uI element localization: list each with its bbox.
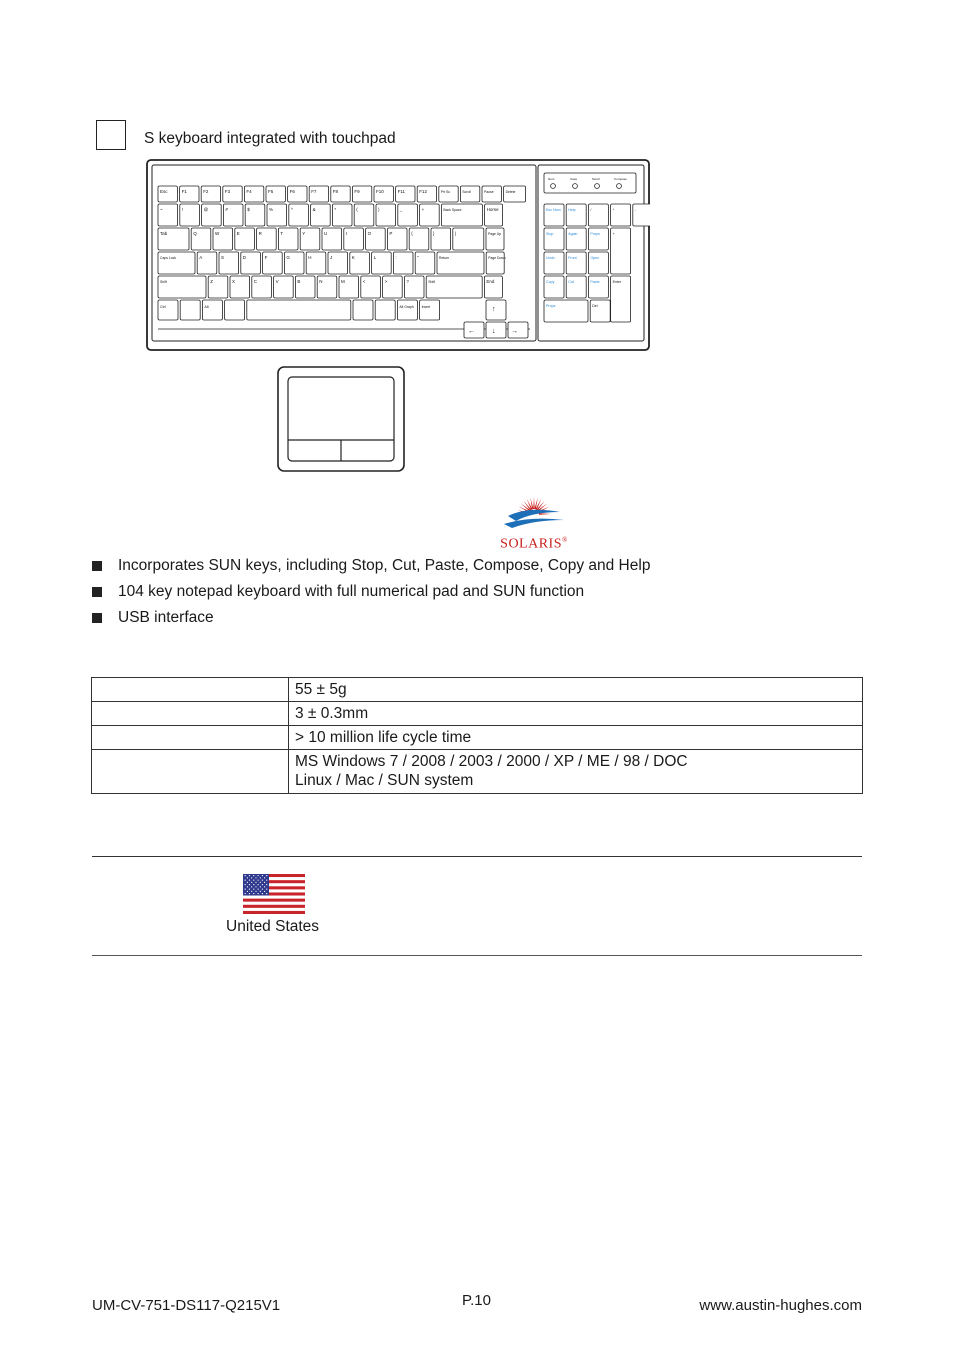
key-label: F10 — [376, 189, 384, 194]
key-label: Alt Graph — [399, 305, 414, 309]
list-item: USB interface — [92, 608, 650, 634]
key-label: S — [221, 255, 225, 260]
table-cell-value: MS Windows 7 / 2008 / 2003 / 2000 / XP / ME / 98 / DOC Linux / Mac / SUN system — [289, 750, 863, 794]
key — [453, 228, 484, 250]
bullet-icon — [92, 587, 102, 597]
key-label: Caps — [570, 177, 578, 181]
table-cell-value: > 10 million life cycle time — [289, 726, 863, 750]
key-label: Z — [210, 279, 213, 284]
key-label: Paste — [590, 280, 600, 284]
key-label: * — [612, 208, 615, 212]
key-label: Caps Lock — [160, 256, 177, 260]
solaris-logo — [494, 494, 574, 552]
key-label: Y — [302, 231, 306, 236]
key-label: ^ — [290, 207, 293, 212]
key-label: X — [232, 279, 236, 284]
key-label: K — [351, 255, 355, 260]
key — [180, 300, 200, 320]
key-label: E — [236, 231, 240, 236]
key-label: Cut — [568, 280, 574, 284]
solaris-wordmark: SOLARIS® — [500, 536, 568, 552]
key-label: Return — [439, 256, 450, 260]
key-label: ? — [406, 279, 409, 284]
key-label: F12 — [419, 189, 427, 194]
key — [375, 300, 395, 320]
list-item: Incorporates SUN keys, including Stop, Cut, Paste, Compose, Copy and Help — [92, 556, 650, 582]
key-label: P — [389, 231, 393, 236]
key-label: Tab — [160, 231, 168, 236]
key-label: Props — [546, 304, 556, 308]
key — [225, 300, 245, 320]
key-label: < — [362, 279, 366, 284]
key-label: Open — [590, 256, 600, 260]
key-label: D — [242, 255, 247, 260]
key-label: ↓ — [492, 328, 496, 335]
key-label: ~ — [160, 207, 163, 212]
key-label: Compose — [614, 177, 627, 181]
divider — [92, 856, 862, 857]
key-label: Alt — [204, 305, 209, 309]
key-label: { — [411, 231, 413, 236]
indicator-led-icon — [573, 184, 578, 189]
key-label: M — [341, 279, 345, 284]
key-label: + — [612, 232, 615, 236]
key-label: Scroll — [592, 177, 600, 181]
key-label: ! — [181, 207, 184, 212]
key-label: _ — [399, 207, 403, 212]
key-label: | — [454, 231, 456, 236]
arrow-down-key — [486, 322, 506, 338]
key-label: F5 — [268, 189, 274, 194]
key-label: @ — [203, 207, 209, 212]
key-label: / — [590, 208, 592, 212]
bullet-icon — [92, 613, 102, 623]
key-label: F — [264, 255, 268, 260]
key-label: → — [511, 328, 518, 335]
page-number: P.10 — [462, 1292, 491, 1309]
key-label: V — [275, 279, 279, 284]
key-label: R — [258, 231, 262, 236]
key-label: Copy — [546, 280, 555, 284]
indicator-led-icon — [551, 184, 556, 189]
key-label: ↑ — [492, 306, 496, 313]
key-label: G — [286, 255, 290, 260]
key-label: Del — [592, 304, 598, 308]
table-row — [92, 750, 863, 794]
key-label: Again — [568, 232, 578, 236]
table-cell-value: 55 ± 5g — [289, 678, 863, 702]
key — [397, 300, 417, 320]
key-label: Back Space — [443, 208, 462, 212]
key — [439, 186, 458, 202]
us-flag-icon — [243, 874, 305, 914]
table-cell-label — [92, 726, 289, 750]
key-label: * — [334, 207, 337, 212]
key-label: F4 — [246, 189, 252, 194]
key — [353, 300, 373, 320]
website-link[interactable]: www.austin-hughes.com — [699, 1297, 862, 1314]
key-label: Shift — [160, 280, 167, 284]
key-label: F7 — [311, 189, 317, 194]
indicator-led-icon — [595, 184, 600, 189]
table-row — [92, 726, 863, 750]
key-label: Prt Sc — [440, 190, 451, 194]
key-label: Page Down — [488, 256, 506, 260]
key-label: W — [215, 231, 220, 236]
indicator-led-icon — [617, 184, 622, 189]
key-label: > — [384, 279, 388, 284]
key-label: - — [634, 208, 637, 212]
key-label: Insert — [421, 305, 431, 309]
feature-list — [92, 556, 650, 634]
key-label: Undo — [546, 256, 555, 260]
key-label: : — [395, 255, 397, 260]
table-row — [92, 702, 863, 726]
space-bar — [247, 300, 351, 320]
key — [420, 300, 440, 320]
table-cell-label — [92, 678, 289, 702]
key — [158, 300, 178, 320]
key-label: Scroll — [462, 190, 471, 194]
key — [482, 186, 501, 202]
key — [460, 186, 479, 202]
key-label: " — [417, 255, 419, 260]
key-label: F2 — [203, 189, 209, 194]
key-label: F8 — [332, 189, 339, 194]
document-code: UM-CV-751-DS117-Q215V1 — [92, 1297, 281, 1314]
key-label: } — [433, 231, 435, 236]
key-label: Shift — [428, 280, 435, 284]
key-label: Page Up — [488, 232, 502, 236]
section-heading: S keyboard integrated with touchpad — [144, 130, 396, 147]
key-label: B — [297, 279, 301, 284]
arrow-up-key — [486, 300, 506, 320]
key-label: Props — [590, 232, 600, 236]
key-label: Esc — [160, 189, 168, 194]
table-cell-value: 3 ± 0.3mm — [289, 702, 863, 726]
key-label: J — [330, 255, 333, 260]
key-label: End — [486, 279, 495, 284]
checkbox-icon — [96, 120, 126, 150]
country-label: United States — [226, 918, 320, 935]
key-label: C — [253, 279, 258, 284]
key-label: Enter — [612, 280, 622, 284]
key-label: Home — [486, 207, 499, 212]
key-label: Front — [568, 256, 577, 260]
key-label: Q — [193, 231, 197, 236]
table-row — [92, 678, 863, 702]
list-item: 104 key notepad keyboard with full numerical pad and SUN function — [92, 582, 650, 608]
table-cell-label — [92, 750, 289, 794]
touchpad-illustration — [277, 366, 407, 474]
key-label: ( — [356, 207, 358, 212]
key-label: F11 — [397, 189, 406, 194]
key-label: Ctrl — [160, 305, 166, 309]
key-label: Num — [548, 177, 555, 181]
keyboard-illustration — [146, 159, 650, 351]
table-cell-label — [92, 702, 289, 726]
key-label: L — [373, 255, 377, 260]
key-label: Delete — [505, 190, 516, 194]
key-label: H — [308, 255, 312, 260]
key-label: + — [421, 207, 425, 212]
spec-table — [91, 677, 863, 794]
key-label: N — [319, 279, 323, 284]
key — [202, 300, 222, 320]
key-label: Help — [568, 208, 576, 212]
key-label: ← — [468, 328, 475, 335]
key-label: I — [345, 231, 348, 236]
key — [504, 186, 526, 202]
key-label: F9 — [354, 189, 360, 194]
key-label: # — [225, 207, 228, 212]
key-label: Pause — [484, 190, 494, 194]
key-label: ) — [378, 207, 380, 212]
key-label: U — [324, 231, 328, 236]
bullet-icon — [92, 561, 102, 571]
sun-icon — [494, 494, 574, 530]
indicator-strip — [544, 173, 636, 193]
key-label: Esc Num — [546, 208, 561, 212]
key-label: A — [199, 255, 203, 260]
key-label: T — [280, 231, 284, 236]
key-label: & — [312, 207, 316, 212]
key-label: O — [367, 231, 372, 236]
key-label: Stop — [546, 232, 554, 236]
key-label: F1 — [181, 189, 187, 194]
key-label: F3 — [224, 189, 231, 194]
key-label: $ — [247, 207, 250, 212]
key-label: % — [269, 207, 274, 212]
divider — [92, 955, 862, 956]
key-label: F6 — [289, 189, 295, 194]
